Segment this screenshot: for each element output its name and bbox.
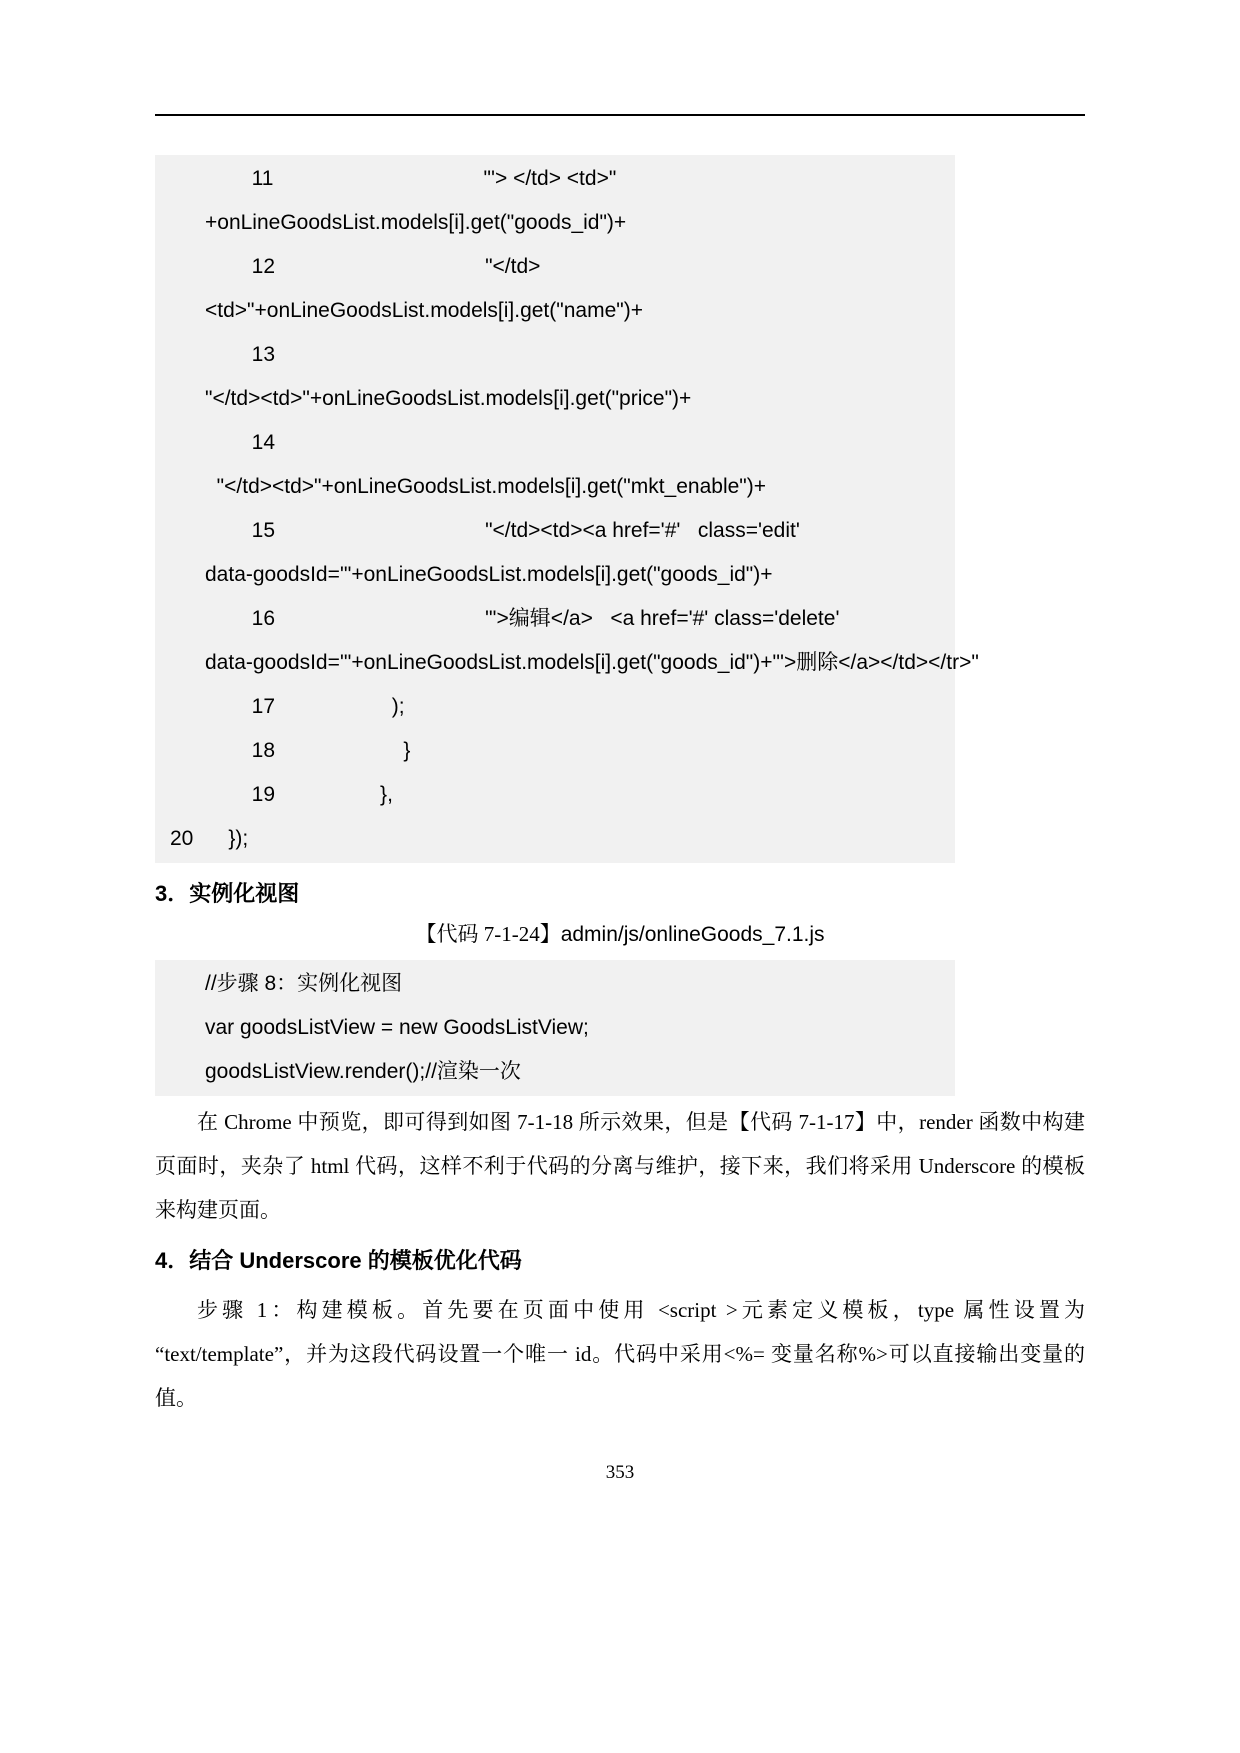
- code-line: data-goodsId='"+onLineGoodsList.models[i].get("goods_id")+"'>删除</a></td></tr>": [170, 651, 979, 674]
- code-line: 15 "</td><td><a href='#' class='edit': [170, 519, 800, 542]
- code-line: "</td><td>"+onLineGoodsList.models[i].get("mkt_enable")+: [170, 475, 766, 498]
- page-number: 353: [605, 1462, 635, 1483]
- code-caption-label: 【代码 7-1-24】: [415, 922, 561, 946]
- code-line: <td>"+onLineGoodsList.models[i].get("name")+: [170, 299, 643, 322]
- code-line: var goodsListView = new GoodsListView;: [205, 1016, 589, 1039]
- code-line: 12 "</td>: [170, 255, 541, 278]
- body-paragraph: 在 Chrome 中预览，即可得到如图 7-1-18 所示效果，但是【代码 7-1-17】中，render 函数中构建页面时，夹杂了 html 代码，这样不利于代码的分离与维护，接下来，我们将采用 Underscore 的模板来构建页面。: [155, 1110, 1085, 1222]
- code-line: 11 "'> </td> <td>": [170, 167, 617, 190]
- section-heading-4: 4．结合 Underscore 的模板优化代码: [155, 1248, 522, 1273]
- header-rule: [155, 114, 1085, 116]
- code-line: 18 }: [170, 739, 411, 762]
- code-line: 14: [170, 431, 276, 454]
- code-line: 16 "'>编辑</a> <a href='#' class='delete': [170, 607, 840, 630]
- code-line: 19 },: [170, 783, 393, 806]
- code-block-listing-continuation: [155, 155, 979, 863]
- code-line: //步骤 8：实例化视图: [205, 972, 403, 995]
- page-content: [0, 114, 1240, 1420]
- code-caption-filename: admin/js/onlineGoods_7.1.js: [560, 923, 825, 946]
- body-paragraph: 步骤 1：构建模板。首先要在页面中使用 <script >元素定义模板，type 属性设置为 “text/template”，并为这段代码设置一个唯一 id。代码中采用<%= 变量名称%>可以直接输出变量的值。: [155, 1298, 1085, 1410]
- code-line: "</td><td>"+onLineGoodsList.models[i].get("price")+: [170, 387, 692, 410]
- code-line: 17 );: [170, 695, 405, 718]
- code-line: 13: [170, 343, 276, 366]
- code-line: 20 });: [170, 827, 249, 850]
- code-caption: [155, 917, 1085, 952]
- code-line: data-goodsId='"+onLineGoodsList.models[i].get("goods_id")+: [170, 563, 773, 586]
- section-heading-3: 3．实例化视图: [155, 881, 300, 906]
- code-line: goodsListView.render();//渲染一次: [205, 1060, 521, 1083]
- code-block-listing-7-1-24: [155, 960, 955, 1096]
- code-line: +onLineGoodsList.models[i].get("goods_id")+: [170, 211, 627, 234]
